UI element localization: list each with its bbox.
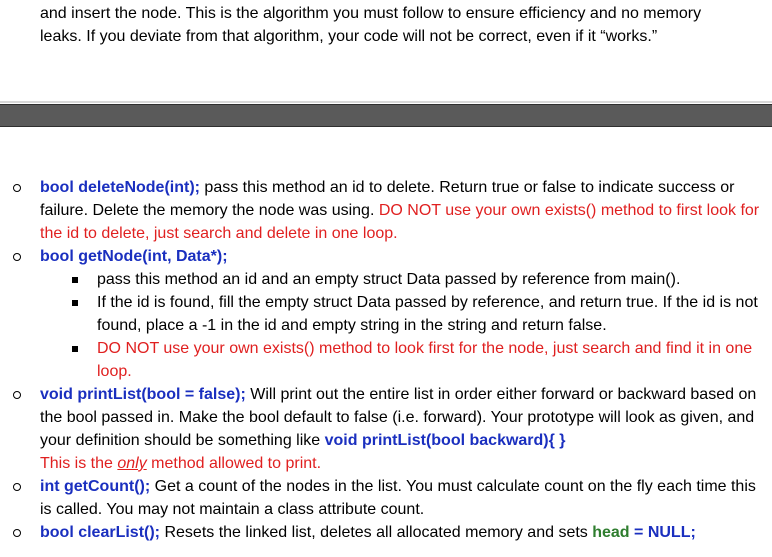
list-item-getcount (0, 475, 770, 521)
code-head: head (592, 524, 630, 541)
hollow-bullet-icon (13, 391, 21, 399)
divider-highlight (0, 101, 772, 103)
printlist-warning-post: method allowed to print. (146, 455, 322, 472)
getcount-description: Get a count of the nodes in the list. You must calculate count on the fly each time this is called. You may not maintain a class attribute count. (40, 478, 756, 518)
getnode-sub-item (0, 268, 772, 291)
printlist-warning (40, 455, 321, 472)
hollow-bullet-icon (13, 529, 21, 537)
method-list (0, 176, 772, 544)
deletenode-description: pass this method an id to delete. Return true or false to indicate success or failure. Delete the memory the node was using. (40, 179, 735, 219)
code-null: NULL; (647, 524, 696, 541)
printlist-warning-emphasis: only (117, 455, 147, 472)
hollow-bullet-icon (13, 483, 21, 491)
printlist-description: Will print out the entire list in order either forward or backward based on the bool passed in. Make the bool default to false (i.e. forward). Your prototype will look as given, and your definition should be something like (40, 386, 757, 449)
intro-line-1: and insert the node. This is the algorithm you must follow to ensure efficiency and no memory (40, 5, 702, 22)
list-item-deletenode (0, 176, 770, 245)
code-printlist: void printList(bool = false); (40, 386, 246, 403)
intro-line-2: leaks. If you deviate from that algorithm, your code will not be correct, even if it “works.” (40, 28, 658, 45)
code-getnode: bool getNode(int, Data*); (40, 248, 228, 265)
section-divider (0, 104, 772, 127)
clearlist-description: Resets the linked list, deletes all allocated memory and sets (160, 524, 593, 541)
code-printlist-definition: void printList(bool backward){ } (324, 432, 566, 449)
square-bullet-icon (72, 300, 78, 306)
intro-paragraph (40, 2, 764, 48)
square-bullet-icon (72, 346, 78, 352)
code-getcount: int getCount(); (40, 478, 151, 495)
code-deletenode: bool deleteNode(int); (40, 179, 200, 196)
hollow-bullet-icon (13, 184, 21, 192)
hollow-bullet-icon (13, 253, 21, 261)
list-item-printlist (0, 383, 770, 475)
list-item-getnode (0, 245, 770, 268)
getnode-sub-item (0, 291, 772, 337)
list-item-clearlist (0, 521, 770, 544)
printlist-warning-pre: This is the (40, 455, 118, 472)
code-equals: = (629, 524, 648, 541)
code-clearlist: bool clearList(); (40, 524, 161, 541)
getnode-sub-text-3: DO NOT use your own exists() method to look first for the node, just search and find it in one loop. (97, 340, 753, 380)
deletenode-warning: DO NOT use your own exists() method to first look for the id to delete, just search and delete in one loop. (40, 202, 760, 242)
getnode-sub-item (0, 337, 772, 383)
square-bullet-icon (72, 277, 78, 283)
getnode-sub-text-2: If the id is found, fill the empty struct Data passed by reference, and return true. If the id is not found, place a -1 in the id and empty string in the string and return false. (97, 294, 758, 334)
getnode-sub-text-1: pass this method an id and an empty struct Data passed by reference from main(). (97, 271, 681, 288)
